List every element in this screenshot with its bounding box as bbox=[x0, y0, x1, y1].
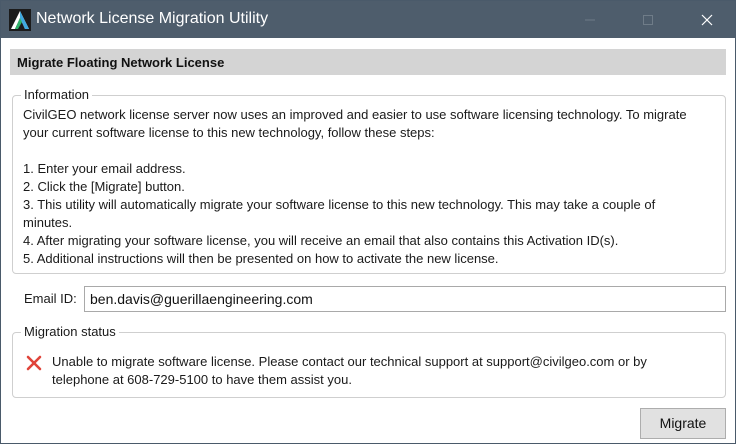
minimize-icon bbox=[584, 14, 596, 26]
error-x-icon bbox=[25, 354, 43, 372]
minimize-button[interactable] bbox=[567, 1, 613, 38]
migration-status-group bbox=[12, 324, 726, 398]
status-message bbox=[52, 353, 722, 389]
status-line: telephone at 608-729-5100 to have them assist you. bbox=[52, 372, 352, 387]
info-line: minutes. bbox=[23, 215, 73, 230]
section-header: Migrate Floating Network License bbox=[10, 49, 726, 75]
close-button[interactable] bbox=[684, 1, 730, 38]
information-legend: Information bbox=[21, 87, 92, 102]
information-group bbox=[12, 87, 726, 274]
info-line bbox=[23, 142, 723, 160]
info-line: 3. This utility will automatically migrate your software license to this new technology. This may take a couple of bbox=[23, 197, 656, 212]
info-line: 2. Click the [Migrate] button. bbox=[23, 179, 185, 194]
window-title: Network License Migration Utility bbox=[36, 10, 269, 27]
info-line: 5. Additional instructions will then be presented on how to activate the new license. bbox=[23, 251, 499, 266]
title-bar[interactable] bbox=[1, 1, 735, 38]
maximize-button[interactable] bbox=[625, 1, 671, 38]
migrate-button[interactable]: Migrate bbox=[640, 408, 726, 439]
status-line: Unable to migrate software license. Please contact our technical support at support@civilgeo.com or by bbox=[52, 354, 647, 369]
information-text bbox=[23, 106, 723, 268]
civilgeo-logo-icon bbox=[9, 9, 31, 31]
email-label: Email ID: bbox=[24, 291, 77, 306]
close-icon bbox=[701, 14, 713, 26]
maximize-icon bbox=[642, 14, 654, 26]
info-line: 1. Enter your email address. bbox=[23, 161, 186, 176]
info-line: 4. After migrating your software license, you will receive an email that also contains this Activation ID(s). bbox=[23, 233, 619, 248]
migration-status-legend: Migration status bbox=[21, 324, 119, 339]
email-field[interactable] bbox=[84, 286, 726, 312]
info-line: your current software license to this new technology, follow these steps: bbox=[23, 125, 435, 140]
info-line: CivilGEO network license server now uses an improved and easier to use software licensing technology. To migrate bbox=[23, 107, 687, 122]
